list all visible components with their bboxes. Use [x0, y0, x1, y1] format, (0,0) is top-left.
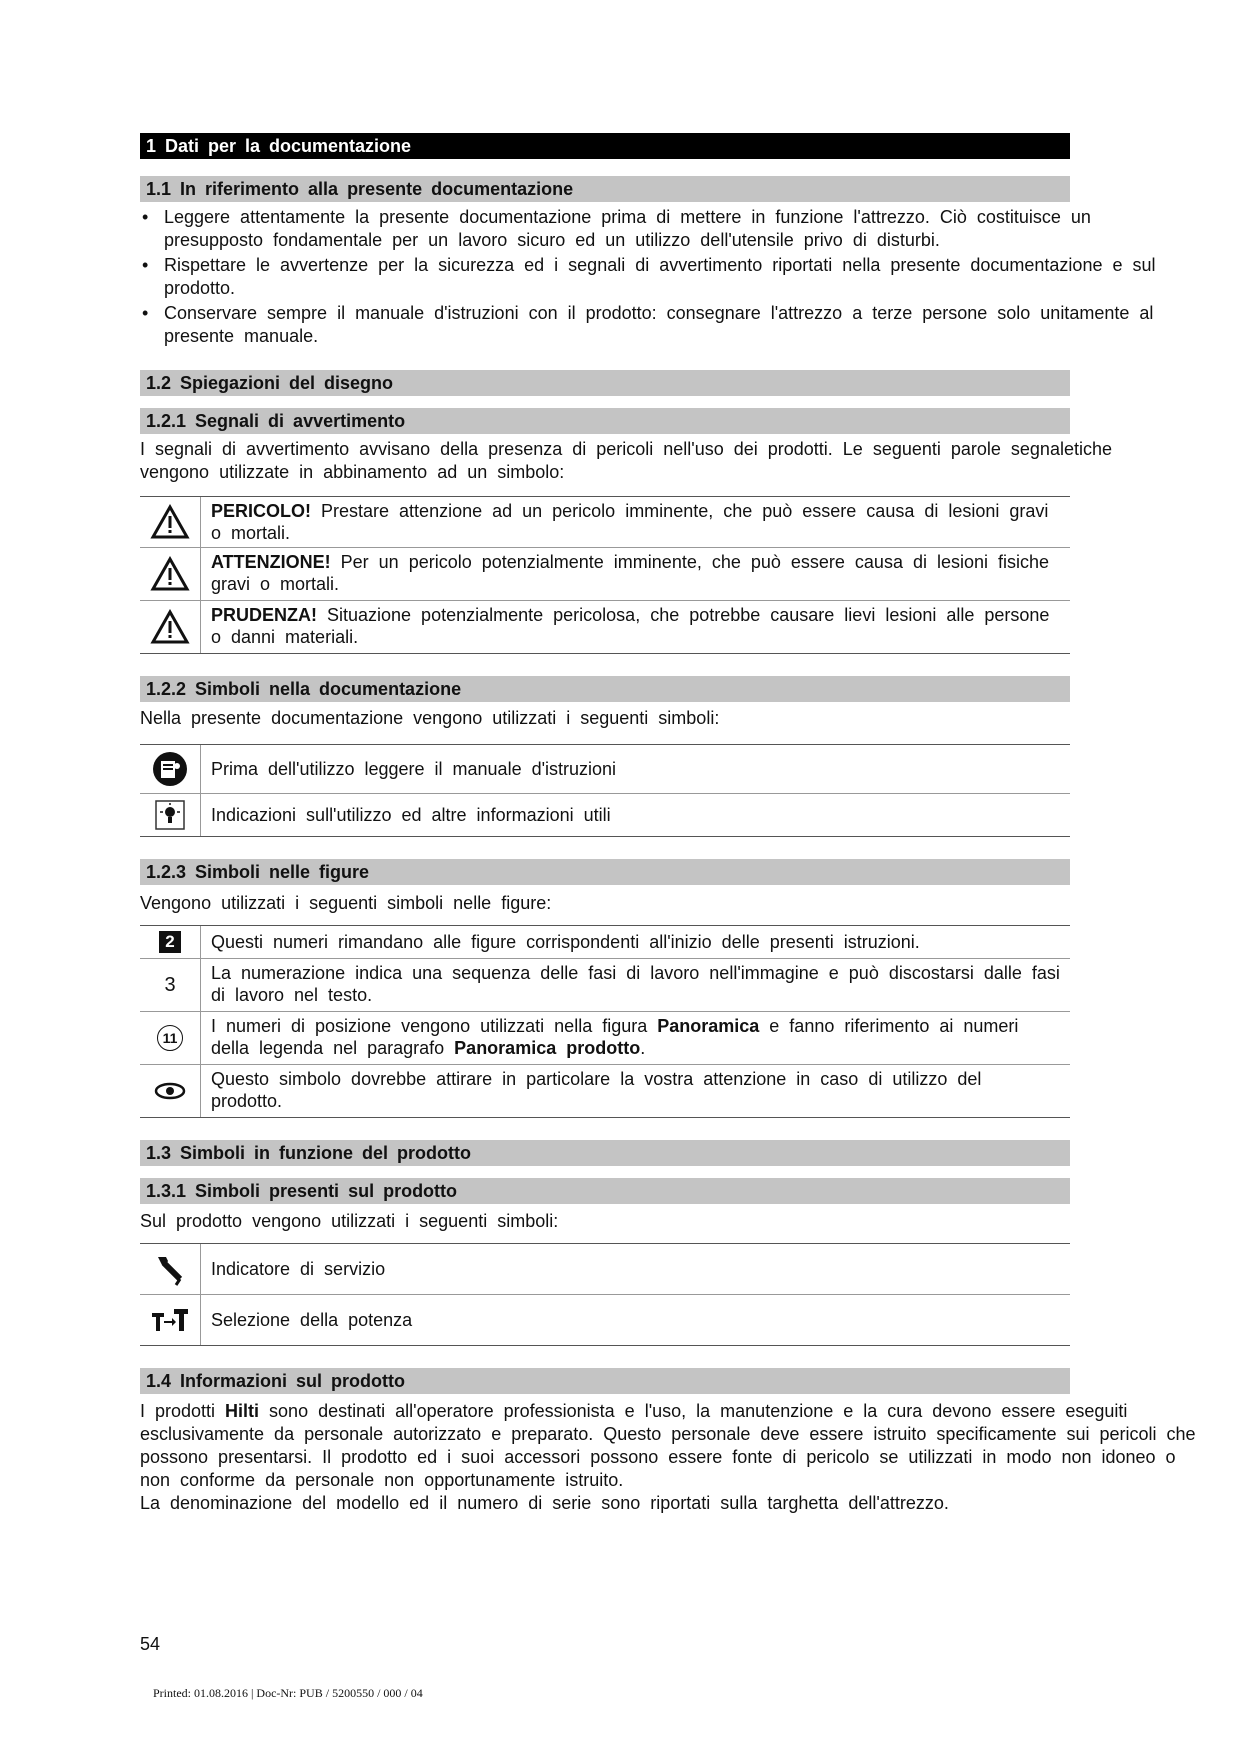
section-1-2-1-heading: 1.2.1 Segnali di avvertimento: [140, 408, 1070, 434]
table-row: [140, 497, 1070, 548]
bullet-item: • Conservare sempre il manuale d'istruzioni con il prodotto: consegnare l'attrezzo a terze persone solo unitamente al presente manuale.: [140, 302, 1190, 348]
section-1-2-3-heading: 1.2.3 Simboli nelle figure: [140, 859, 1070, 885]
table-row: [140, 1295, 1070, 1345]
table-row: [140, 794, 1070, 836]
warning-triangle-icon: [140, 497, 201, 547]
page-number: 54: [140, 1634, 161, 1654]
lightbulb-icon: [140, 794, 201, 836]
table-row: [140, 1065, 1070, 1117]
table-row: [140, 745, 1070, 794]
table-row: [140, 601, 1070, 653]
product-info-paragraph: I prodotti Hilti sono destinati all'operatore professionista e l'uso, la manutenzione e la cura devono essere eseguiti esclusivamente da personale autorizzato e preparato. Questo personale deve essere istruito specificamente sui pericoli che possono presentarsi. Il prodotto ed i suoi accessori possono essere fonte di pericolo se utilizzati in modo non idoneo o non conforme da personale non opportunamente istruito.: [140, 1401, 1196, 1490]
product-info-paragraph-2: La denominazione del modello ed il numero di serie sono riportati sulla targhetta dell'attrezzo.: [140, 1493, 949, 1513]
table-row: [140, 548, 1070, 601]
doc-symbols-intro: Nella presente documentazione vengono utilizzati i seguenti simboli:: [140, 708, 720, 728]
table-row: [140, 959, 1070, 1012]
position-number-icon: 11: [140, 1012, 201, 1064]
section-1-3-heading: 1.3 Simboli in funzione del prodotto: [140, 1140, 1070, 1166]
row-text: Prestare attenzione ad un pericolo imminente, che può essere causa di lesioni gravi o mortali.: [211, 501, 1049, 543]
figure-number-icon: 2: [140, 926, 201, 958]
eye-icon: [140, 1065, 201, 1117]
section-1-heading: 1 Dati per la documentazione: [140, 133, 1070, 159]
row-text: Questi numeri rimandano alle figure corrispondenti all'inizio delle presenti istruzioni.: [211, 932, 920, 952]
figure-symbols-table: [140, 925, 1070, 1118]
document-page: [140, 133, 1200, 1515]
product-symbols-table: [140, 1243, 1070, 1346]
power-selection-icon: [140, 1295, 201, 1345]
table-row: 11 I numeri di posizione vengono utilizzati nella figura Panoramica e fanno riferimento ai numeri della legenda nel paragrafo Panoramica prodotto.: [140, 1012, 1070, 1065]
print-info: Printed: 01.08.2016 | Doc-Nr: PUB / 5200550 / 000 / 04: [153, 1686, 423, 1700]
table-row: [140, 926, 1070, 959]
warning-table: [140, 496, 1070, 654]
signal-word: PERICOLO!: [211, 501, 312, 521]
signal-word: ATTENZIONE!: [211, 552, 331, 572]
section-1-2-2-heading: 1.2.2 Simboli nella documentazione: [140, 676, 1070, 702]
row-text: Questo simbolo dovrebbe attirare in particolare la vostra attenzione in caso di utilizzo del prodotto.: [211, 1069, 982, 1111]
signal-word: PRUDENZA!: [211, 605, 317, 625]
doc-symbols-table: [140, 744, 1070, 837]
row-text: Prima dell'utilizzo leggere il manuale d'istruzioni: [211, 759, 617, 779]
section-1-1-heading: 1.1 In riferimento alla presente documentazione: [140, 176, 1070, 202]
warning-intro: I segnali di avvertimento avvisano della presenza di pericoli nell'uso dei prodotti. Le seguenti parole segnaletiche vengono utilizzate in abbinamento ad un simbolo:: [140, 439, 1112, 482]
section-1-4-heading: 1.4 Informazioni sul prodotto: [140, 1368, 1070, 1394]
section-1-2-heading: 1.2 Spiegazioni del disegno: [140, 370, 1070, 396]
figure-symbols-intro: Vengono utilizzati i seguenti simboli nelle figure:: [140, 893, 552, 913]
product-symbols-intro: Sul prodotto vengono utilizzati i seguenti simboli:: [140, 1211, 559, 1231]
row-text: Per un pericolo potenzialmente imminente, che può essere causa di lesioni fisiche gravi o mortali.: [211, 552, 1050, 594]
warning-triangle-icon: [140, 601, 201, 653]
wrench-icon: [140, 1244, 201, 1294]
warning-triangle-icon: [140, 548, 201, 600]
table-row: [140, 1244, 1070, 1295]
section-1-1-bullets: [140, 206, 1190, 348]
row-text: La numerazione indica una sequenza delle fasi di lavoro nell'immagine e può discostarsi dalle fasi di lavoro nel testo.: [211, 963, 1060, 1005]
row-text: Indicazioni sull'utilizzo ed altre informazioni utili: [211, 805, 611, 825]
section-1-3-1-heading: 1.3.1 Simboli presenti sul prodotto: [140, 1178, 1070, 1204]
bullet-item: • Rispettare le avvertenze per la sicurezza ed i segnali di avvertimento riportati nella presente documentazione e sul prodotto.: [140, 254, 1190, 300]
row-text: Indicatore di servizio: [211, 1259, 386, 1279]
row-text: Situazione potenzialmente pericolosa, che potrebbe causare lievi lesioni alle persone o danni materiali.: [211, 605, 1050, 647]
read-manual-icon: [140, 745, 201, 793]
row-text: Selezione della potenza: [211, 1310, 413, 1330]
bullet-item: • Leggere attentamente la presente documentazione prima di mettere in funzione l'attrezzo. Ciò costituisce un presupposto fondamentale per un lavoro sicuro ed un utilizzo dell'utensile privo di disturbi.: [140, 206, 1190, 252]
step-number-icon: 3: [140, 959, 201, 1011]
